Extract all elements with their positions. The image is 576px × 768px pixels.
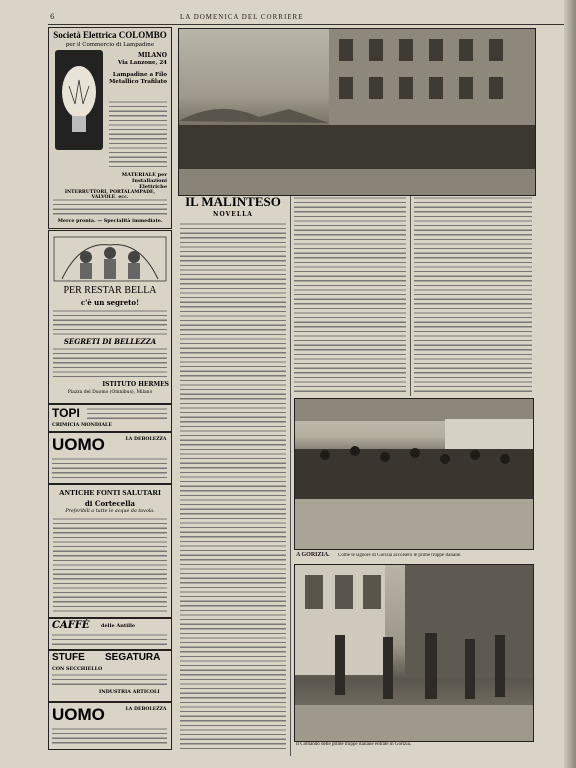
ad-colombo-address: Via Lanzone, 24 bbox=[118, 60, 167, 66]
ad-topi-title: TOPI bbox=[52, 406, 80, 420]
lightbulb-illustration bbox=[55, 50, 103, 150]
gorizia-place: A GORIZIA. bbox=[296, 552, 330, 558]
story-column-2 bbox=[294, 196, 406, 394]
ad-uomo-2-title: UOMO bbox=[52, 705, 105, 724]
ad-stufe-title: STUFE bbox=[52, 652, 85, 663]
ad-fonti bbox=[48, 484, 172, 618]
gorizia-caption: Come le signore di Gorizia accolsero le prime truppe italiane. bbox=[338, 553, 462, 558]
gorizia-command-caption: Il Comando delle prime truppe italiane entrate in Gorizia. bbox=[296, 742, 412, 747]
ad-bella-address: Piazza del Duomo (Omnibus), Milano bbox=[67, 390, 153, 395]
ad-colombo-footer: Merce pronta. — Specialità immediate. bbox=[57, 218, 163, 224]
ad-topi bbox=[48, 404, 172, 432]
ad-uomo-1 bbox=[48, 432, 172, 484]
masthead: LA DOMENICA DEL CORRIERE bbox=[180, 13, 304, 21]
ad-stufe-text bbox=[52, 673, 167, 687]
ad-colombo-materials: MATERIALE per Installazioni Elettriche bbox=[121, 172, 167, 190]
troops-parade-image bbox=[179, 29, 535, 195]
ad-stufe-maker: INDUSTRIA ARTICOLI bbox=[99, 689, 160, 695]
ad-fonti-note: Preferibili a tutte le acque da tavola. bbox=[65, 509, 155, 514]
ad-fonti-title: ANTICHE FONTI SALUTARI bbox=[59, 488, 161, 497]
ad-stufe-sub: SEGATURA bbox=[105, 652, 161, 663]
header-rule bbox=[48, 24, 564, 25]
ad-bella-name: ISTITUTO HERMES bbox=[102, 381, 169, 388]
ad-bella bbox=[48, 230, 172, 404]
ad-colombo-list: INTERRUTTORI, PORTALAMPADE, bbox=[64, 190, 156, 195]
ad-topi-text bbox=[87, 407, 167, 419]
ad-bella-body bbox=[53, 347, 167, 379]
ad-caffe-text bbox=[52, 633, 167, 646]
ad-bella-text bbox=[53, 309, 167, 335]
story-genre: NOVELLA bbox=[213, 211, 253, 218]
ad-colombo-sub: per il Commercio di Lampadine bbox=[65, 42, 155, 48]
ad-bella-secret: SEGRETI DI BELLEZZA bbox=[63, 337, 157, 346]
lightbulb-icon bbox=[55, 50, 103, 150]
ad-fonti-text bbox=[53, 517, 167, 613]
page-number: 6 bbox=[50, 13, 55, 21]
ad-colombo-pricelist bbox=[109, 100, 167, 168]
officers-image bbox=[295, 565, 533, 741]
story-title: IL MALINTESO bbox=[185, 194, 281, 209]
ad-colombo-title: Società Elettrica COLOMBO bbox=[53, 30, 167, 40]
crowd-image bbox=[295, 399, 533, 549]
gorizia-welcome-photo bbox=[294, 398, 534, 550]
story-column-1 bbox=[180, 222, 286, 750]
ad-uomo-1-side: LA DEBOLEZZA bbox=[125, 437, 167, 442]
ad-caffe-sub: delle Antille bbox=[101, 623, 136, 629]
column-divider-2 bbox=[410, 196, 411, 396]
decorative-women-illustration bbox=[50, 233, 170, 285]
ad-caffe bbox=[48, 618, 172, 650]
ad-colombo-product: Lampadine a Filo Metallico Trafilato bbox=[109, 72, 167, 85]
gorizia-command-photo bbox=[294, 564, 534, 742]
ad-uomo-2 bbox=[48, 702, 172, 750]
ad-colombo-text bbox=[53, 198, 167, 216]
ad-stufe bbox=[48, 650, 172, 702]
ad-uomo-1-text bbox=[52, 457, 167, 479]
ad-caffe-title: CAFFÈ bbox=[52, 620, 90, 631]
ad-topi-sub: CRIMICIA MONDIALE bbox=[52, 422, 113, 428]
ad-bella-sub: c'è un segreto! bbox=[80, 298, 140, 307]
ad-uomo-2-text bbox=[52, 727, 167, 745]
ad-fonti-sub: di Cortecella bbox=[84, 499, 136, 508]
ad-uomo-1-title: UOMO bbox=[52, 435, 105, 454]
trieste-photo bbox=[178, 28, 536, 196]
ad-uomo-2-side: LA DEBOLEZZA bbox=[125, 707, 167, 712]
column-divider-1 bbox=[290, 196, 291, 756]
ad-bella-title: PER RESTAR BELLA bbox=[63, 285, 157, 296]
page-binding-shadow bbox=[564, 0, 576, 768]
story-column-3 bbox=[414, 196, 532, 394]
ad-stufe-side: CON SECCHIELLO bbox=[52, 666, 103, 672]
ad-colombo-city: MILANO bbox=[137, 52, 167, 59]
ad-colombo bbox=[48, 27, 172, 229]
